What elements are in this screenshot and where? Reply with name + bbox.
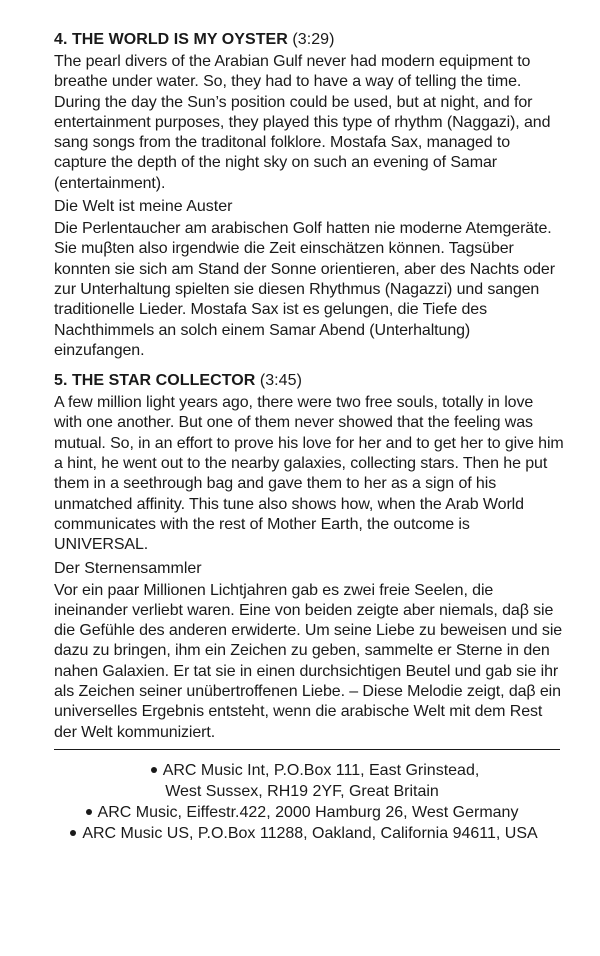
bullet-icon [70, 830, 76, 836]
bullet-icon [86, 809, 92, 815]
track-4-section [54, 30, 564, 361]
address-usa [54, 823, 550, 844]
divider-line [54, 749, 560, 750]
german-description: Vor ein paar Millionen Lichtjahren gab es zwei freie Seelen, die ineinander verliebt waren. Eine von beiden zeigte aber niemals, daβ sie die Gefühle des anderen erwiderte. Um seine Liebe zu beweisen und sie dazu zu bringen, ihm ein Zeichen zu geben, sammelte er Sterne in den nahen Galaxien. Er tat sie in einen durchsichtigen Beutel und gab sie ihr als Zeichen seiner unübertroffenen Liebe. – Diese Melodie zeigt, daβ ein universelles Ergebnis entsteht, wenn die arabische Welt mit dem Rest der Welt kommuniziert. [54, 581, 563, 741]
english-description: A few million light years ago, there were two free souls, totally in love with one another. But one of them never showed that the feeling was mutual. So, in an effort to prove his love for her and to get her to give him a hint, he went out to the nearby galaxies, collecting stars. Then he put them in a seethrough bag and gave them to her as a sign of his unmatched affinity. This tune also shows how, when the Arab World communicates with the rest of Mother Earth, the outcome is UNIVERSAL. [54, 394, 564, 554]
track-title: 4. THE WORLD IS MY OYSTER [54, 31, 288, 48]
track-duration: (3:29) [292, 31, 335, 48]
address-uk-line1 [54, 760, 550, 781]
address-usa-text: ARC Music US, P.O.Box 11288, Oakland, California 94611, USA [82, 824, 538, 842]
track-duration: (3:45) [259, 372, 302, 390]
german-description: Die Perlentaucher am arabischen Golf hatten nie moderne Atemgeräte. Sie muβten also irgendwie die Zeit einschätzen können. Tagsüber konnten sie sich am Stand der Sonne orientieren, aber des Nachts oder zur Unterhaltung spielten sie diesen Rhythmus (Nagazzi) und sangen traditionelle Lieder. Mostafa Sax ist es gelungen, die Tiefe des Nachthimmels an solch einem Samar Abend (Unterhaltung) einzufangen. [54, 220, 555, 359]
address-germany [54, 802, 550, 823]
german-title: Die Welt ist meine Auster [54, 198, 233, 216]
german-title: Der Sternensammler [54, 559, 202, 577]
publisher-addresses [54, 760, 564, 844]
address-germany-text: ARC Music, Eiffestr.422, 2000 Hamburg 26, West Germany [97, 803, 519, 821]
english-description: The pearl divers of the Arabian Gulf never had modern equipment to breathe under water. So, they had to have a way of telling the time. During the day the Sun’s position could be used, but at night, and for entertainment purposes, they played this type of rhythm (Naggazi), and sang songs from the traditonal folklore. Mostafa Sax, managed to capture the depth of the night sky on such an evening of Samar (entertainment). [54, 53, 551, 192]
address-uk-line2: West Sussex, RH19 2YF, Great Britain [165, 782, 439, 800]
track-heading [54, 371, 564, 391]
bullet-icon [151, 767, 157, 773]
track-title: 5. THE STAR COLLECTOR [54, 372, 256, 390]
address-uk-text: ARC Music Int, P.O.Box 111, East Grinstead, [162, 761, 480, 779]
track-heading [54, 30, 564, 50]
track-5-section [54, 371, 564, 743]
